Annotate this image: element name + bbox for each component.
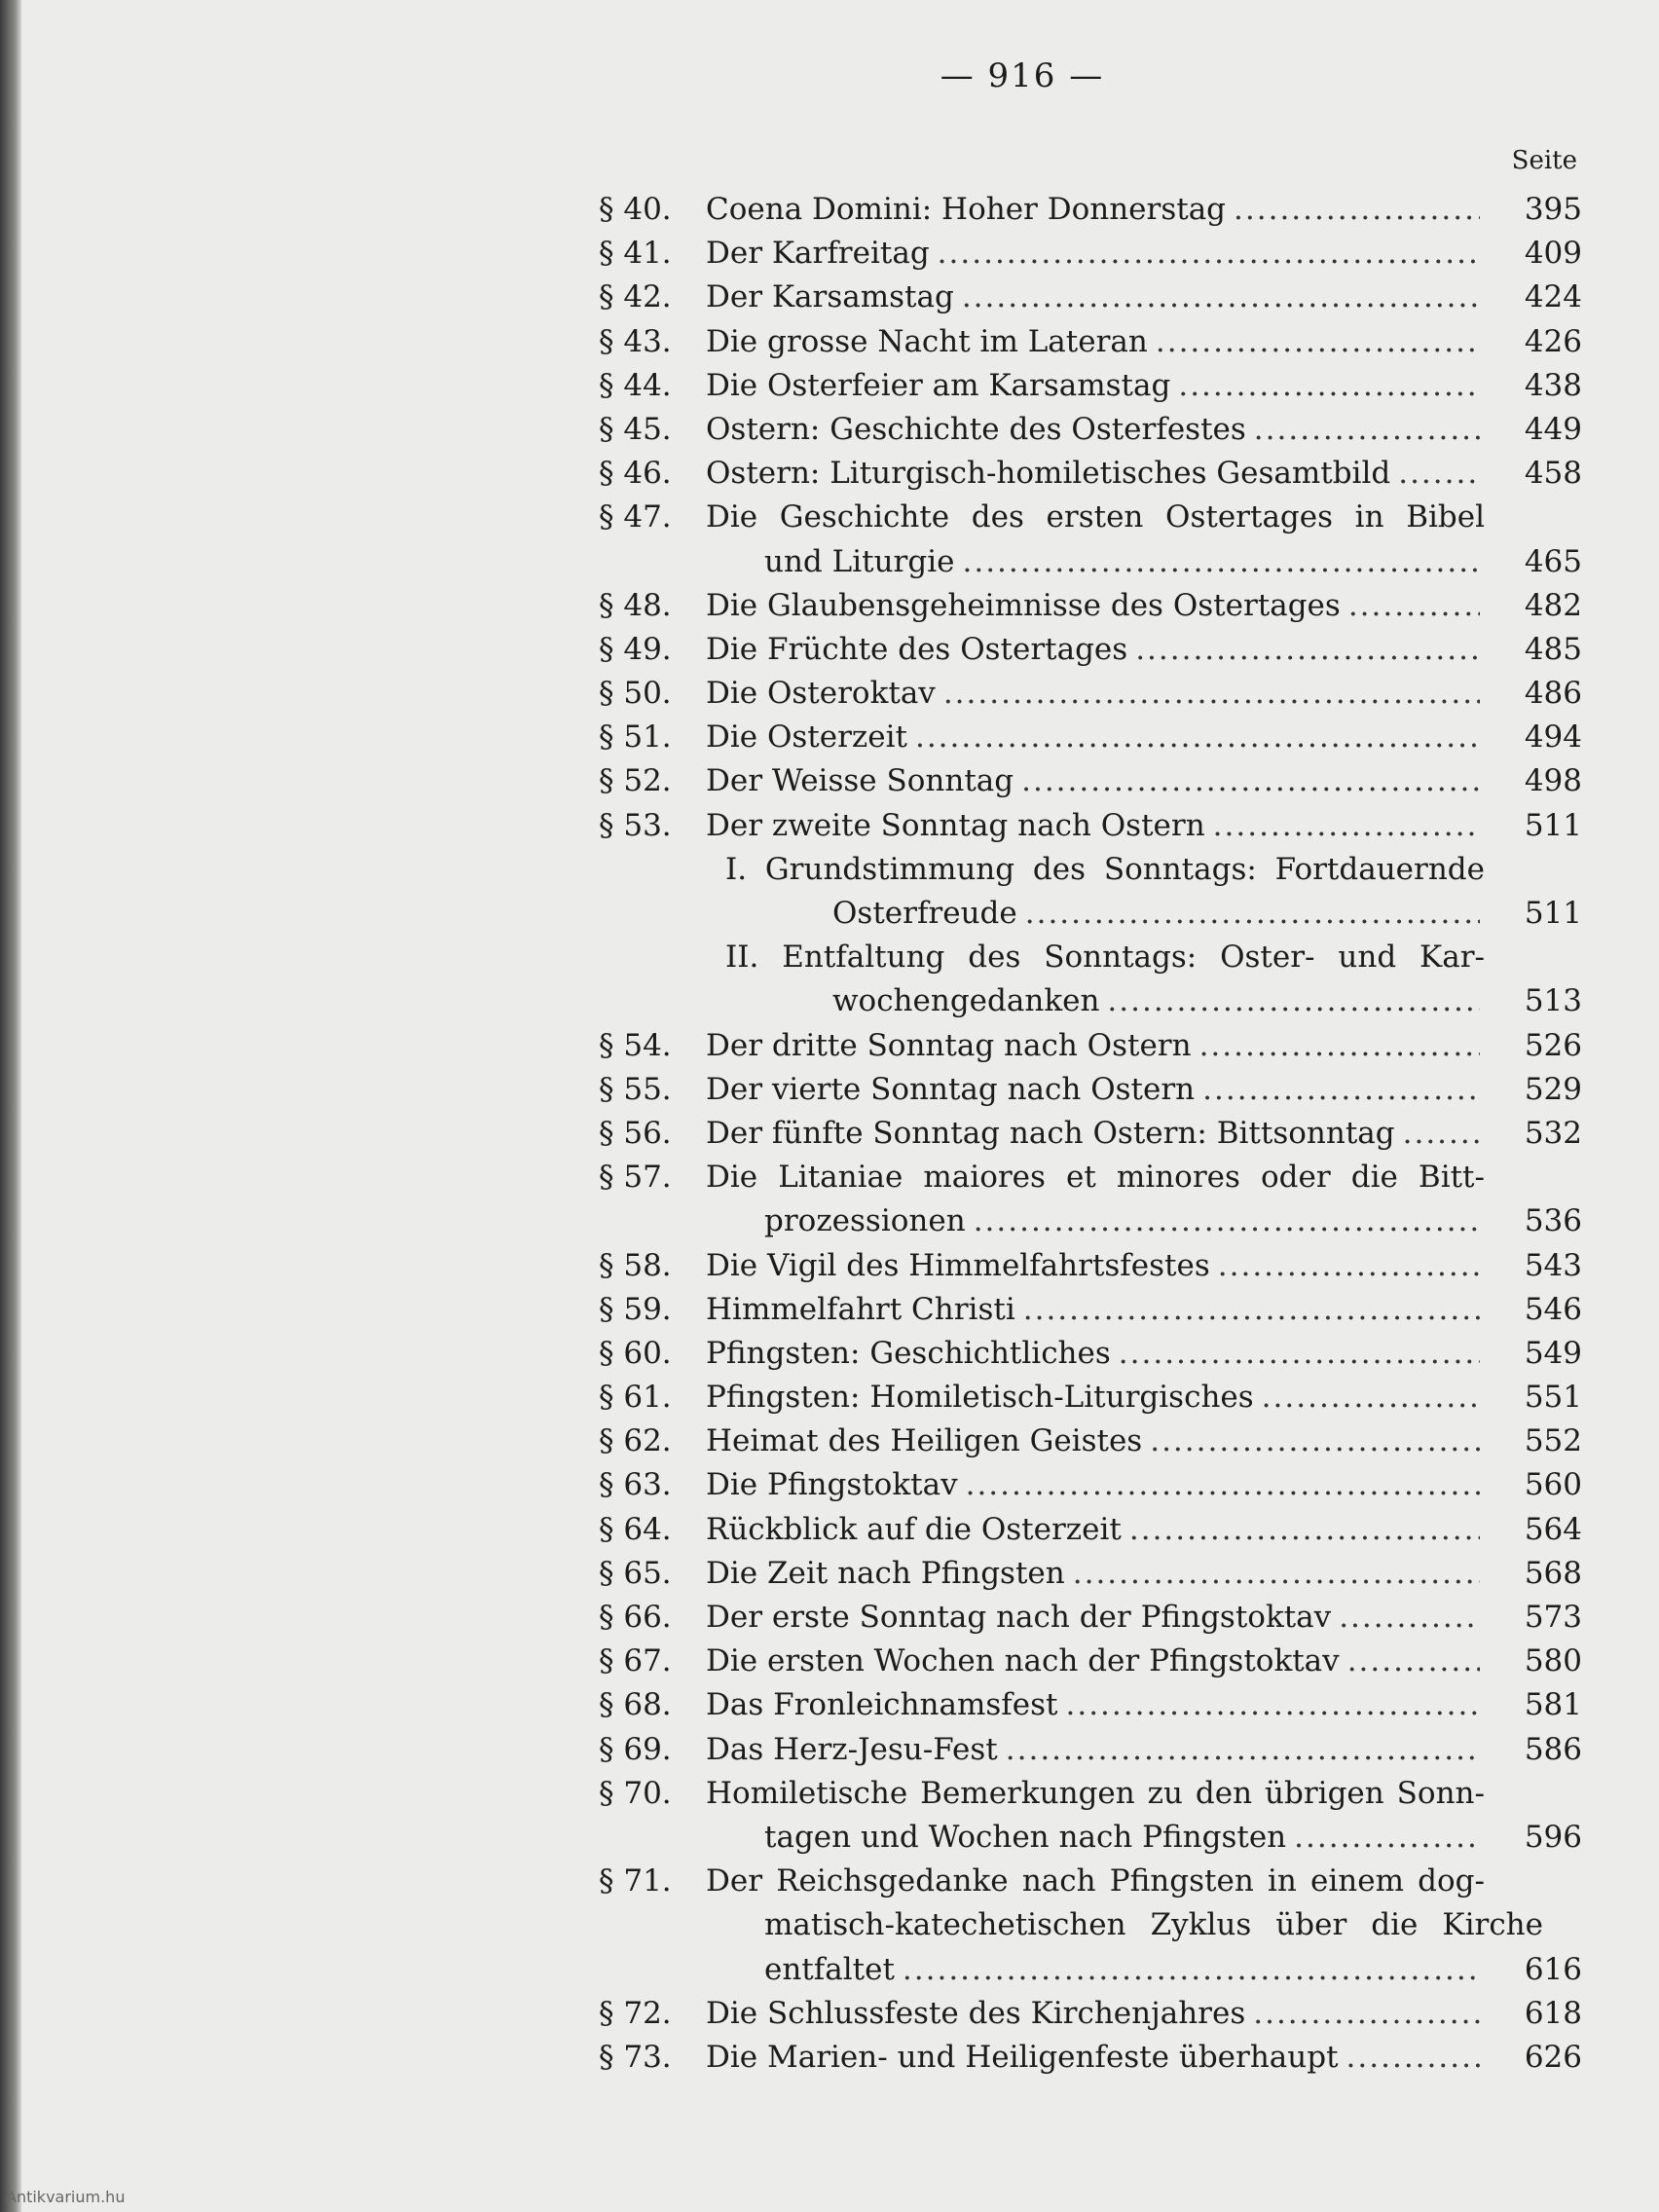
section-number: § 64. — [599, 1511, 672, 1547]
page-reference: 438 — [1524, 367, 1582, 403]
section-number: § 44. — [599, 367, 672, 403]
dot-leader — [1135, 628, 1480, 672]
dot-leader — [1199, 1024, 1480, 1068]
entry-title: Die Zeit nach Pfingsten — [706, 1555, 1065, 1591]
entry-title: Der fünfte Sonntag nach Ostern: Bittsonntag — [706, 1115, 1395, 1151]
page-edge-shadow — [0, 0, 21, 2212]
section-number: § 57. — [599, 1160, 672, 1196]
toc-row — [599, 1508, 1582, 1552]
toc-row — [599, 1024, 1582, 1068]
section-number: § 52. — [599, 763, 672, 799]
toc-row — [599, 848, 1582, 892]
section-number: § 67. — [599, 1643, 672, 1679]
entry-title: Heimat des Heiligen Geistes — [706, 1423, 1143, 1459]
entry-title: Osterfreude — [832, 896, 1017, 931]
toc-row — [599, 1992, 1582, 2036]
dot-leader — [1023, 1288, 1480, 1332]
toc-row — [599, 1419, 1582, 1463]
entry-title: Die Osteroktav — [706, 676, 936, 712]
page-reference: 395 — [1524, 192, 1582, 227]
dot-leader — [1129, 1508, 1480, 1552]
section-number: § 65. — [599, 1555, 672, 1591]
dot-leader — [1150, 1419, 1480, 1463]
entry-title: Die Pfingstoktav — [706, 1467, 958, 1503]
page-reference: 465 — [1524, 543, 1582, 579]
page-reference: 560 — [1524, 1467, 1582, 1503]
toc-row — [599, 584, 1582, 628]
dot-leader — [1294, 1816, 1480, 1860]
section-number: § 49. — [599, 631, 672, 667]
section-number: § 55. — [599, 1071, 672, 1107]
dot-leader — [966, 1463, 1480, 1507]
section-number: § 54. — [599, 1027, 672, 1063]
section-number: § 47. — [599, 499, 672, 535]
entry-title: tagen und Wochen nach Pfingsten — [764, 1819, 1287, 1855]
entry-title: Die Früchte des Ostertages — [706, 631, 1128, 667]
entry-title: Die Vigil des Himmelfahrtsfestes — [706, 1247, 1210, 1283]
page-reference: 426 — [1524, 323, 1582, 359]
entry-title: prozessionen — [764, 1203, 966, 1239]
toc-row — [599, 628, 1582, 672]
section-number: § 69. — [599, 1731, 672, 1767]
page-reference: 424 — [1524, 279, 1582, 315]
dot-leader — [1006, 1728, 1480, 1772]
toc-row — [599, 1244, 1582, 1288]
page-reference: 529 — [1524, 1071, 1582, 1107]
toc-row — [599, 452, 1582, 496]
page-reference: 486 — [1524, 676, 1582, 712]
page-reference: 482 — [1524, 587, 1582, 623]
table-of-contents — [599, 188, 1582, 2080]
page-reference: 513 — [1524, 983, 1582, 1019]
dot-leader — [962, 540, 1480, 584]
toc-row — [599, 1860, 1582, 1903]
page-reference: 616 — [1524, 1951, 1582, 1987]
toc-row — [599, 716, 1582, 759]
entry-title: Die ersten Wochen nach der Pfingstoktav — [706, 1643, 1340, 1679]
section-number: § 46. — [599, 456, 672, 492]
dot-leader — [974, 1199, 1480, 1243]
page-reference: 546 — [1524, 1291, 1582, 1327]
section-number: § 58. — [599, 1247, 672, 1283]
section-number: § 42. — [599, 279, 672, 315]
section-number: § 53. — [599, 807, 672, 843]
toc-row — [599, 1463, 1582, 1507]
page-reference: 511 — [1524, 896, 1582, 931]
toc-row — [599, 1288, 1582, 1332]
toc-row — [599, 2036, 1582, 2080]
entry-title: Die Geschichte des ersten Ostertages in Bibel — [706, 499, 1485, 535]
toc-row — [599, 540, 1582, 584]
toc-row — [599, 408, 1582, 452]
toc-row — [599, 1816, 1582, 1860]
page-reference: 449 — [1524, 411, 1582, 447]
dot-leader — [1213, 804, 1480, 848]
entry-title: Das Herz-Jesu-Fest — [706, 1731, 998, 1767]
entry-title: Homiletische Bemerkungen zu den übrigen Sonn- — [706, 1775, 1485, 1811]
toc-row — [599, 1068, 1582, 1112]
section-number: § 50. — [599, 676, 672, 712]
section-number: § 51. — [599, 719, 672, 756]
toc-row — [599, 672, 1582, 716]
toc-row — [599, 1683, 1582, 1727]
entry-title: Der Karsamstag — [706, 279, 954, 315]
page-number: — 916 — — [940, 56, 1105, 95]
toc-row — [599, 1772, 1582, 1816]
section-number: § 62. — [599, 1423, 672, 1459]
dot-leader — [1025, 892, 1480, 936]
toc-row — [599, 1903, 1582, 1947]
toc-row — [599, 1640, 1582, 1683]
dot-leader — [962, 276, 1480, 319]
dot-leader — [1073, 1552, 1480, 1596]
section-number: § 66. — [599, 1600, 672, 1635]
dot-leader — [1156, 320, 1480, 364]
entry-title: Die grosse Nacht im Lateran — [706, 323, 1148, 359]
entry-title: und Liturgie — [764, 543, 955, 579]
section-number: § 40. — [599, 192, 672, 227]
section-number: § 48. — [599, 587, 672, 623]
page-reference: 580 — [1524, 1643, 1582, 1679]
dot-leader — [1347, 1640, 1480, 1683]
dot-leader — [915, 716, 1480, 759]
watermark: Antikvarium.hu — [6, 2188, 126, 2206]
entry-title: Der dritte Sonntag nach Ostern — [706, 1027, 1192, 1063]
section-number: § 61. — [599, 1380, 672, 1416]
dot-leader — [1254, 408, 1480, 452]
dot-leader — [1107, 979, 1480, 1023]
entry-title: Der Karfreitag — [706, 236, 930, 272]
toc-row — [599, 232, 1582, 276]
page-reference: 581 — [1524, 1687, 1582, 1723]
entry-title: matisch-katechetischen Zyklus über die Kirche — [764, 1907, 1543, 1943]
entry-title: I. Grundstimmung des Sonntags: Fortdauernde — [725, 851, 1485, 887]
toc-row — [599, 1199, 1582, 1243]
dot-leader — [1403, 1112, 1480, 1156]
toc-row — [599, 1728, 1582, 1772]
toc-row — [599, 979, 1582, 1023]
section-number: § 73. — [599, 2039, 672, 2075]
section-number: § 72. — [599, 1995, 672, 2031]
entry-title: Das Fronleichnamsfest — [706, 1687, 1058, 1723]
dot-leader — [1262, 1376, 1480, 1419]
entry-title: Die Osterzeit — [706, 719, 907, 756]
toc-row — [599, 276, 1582, 319]
dot-leader — [1348, 584, 1480, 628]
toc-row — [599, 1156, 1582, 1199]
entry-title: Pfingsten: Homiletisch-Liturgisches — [706, 1380, 1254, 1416]
entry-title: Ostern: Geschichte des Osterfestes — [706, 411, 1246, 447]
entry-title: Pfingsten: Geschichtliches — [706, 1335, 1111, 1371]
entry-title: Der erste Sonntag nach der Pfingstoktav — [706, 1600, 1332, 1635]
entry-title: Die Litaniae maiores et minores oder die Bitt- — [706, 1160, 1485, 1196]
entry-title: Der zweite Sonntag nach Ostern — [706, 807, 1205, 843]
page-reference: 586 — [1524, 1731, 1582, 1767]
section-number: § 56. — [599, 1115, 672, 1151]
toc-row — [599, 496, 1582, 539]
toc-row — [599, 1948, 1582, 1992]
section-number: § 41. — [599, 236, 672, 272]
entry-title: II. Entfaltung des Sonntags: Oster- und Kar- — [725, 940, 1485, 976]
toc-row — [599, 188, 1582, 232]
page-reference: 552 — [1524, 1423, 1582, 1459]
page-reference: 532 — [1524, 1115, 1582, 1151]
page-reference: 526 — [1524, 1027, 1582, 1063]
toc-row — [599, 364, 1582, 408]
page-reference: 485 — [1524, 631, 1582, 667]
entry-title: Die Glaubensgeheimnisse des Ostertages — [706, 587, 1341, 623]
page-reference: 564 — [1524, 1511, 1582, 1547]
page-reference: 596 — [1524, 1819, 1582, 1855]
page-reference: 494 — [1524, 719, 1582, 756]
page-column-header: Seite — [1511, 146, 1577, 175]
toc-row — [599, 892, 1582, 936]
page-reference: 458 — [1524, 456, 1582, 492]
section-number: § 71. — [599, 1863, 672, 1899]
section-number: § 45. — [599, 411, 672, 447]
section-number: § 59. — [599, 1291, 672, 1327]
dot-leader — [1021, 759, 1480, 803]
dot-leader — [1398, 452, 1480, 496]
entry-title: Coena Domini: Hoher Donnerstag — [706, 192, 1227, 227]
dot-leader — [943, 672, 1480, 716]
section-number: § 63. — [599, 1467, 672, 1503]
entry-title: wochengedanken — [832, 983, 1100, 1019]
dot-leader — [1253, 1992, 1480, 2036]
page-reference: 618 — [1524, 1995, 1582, 2031]
dot-leader — [938, 232, 1480, 276]
toc-row — [599, 1332, 1582, 1376]
section-number: § 68. — [599, 1687, 672, 1723]
page-reference: 626 — [1524, 2039, 1582, 2075]
toc-row — [599, 804, 1582, 848]
page-reference: 543 — [1524, 1247, 1582, 1283]
page-reference: 549 — [1524, 1335, 1582, 1371]
entry-title: Rückblick auf die Osterzeit — [706, 1511, 1122, 1547]
page-reference: 551 — [1524, 1380, 1582, 1416]
entry-title: Der Weisse Sonntag — [706, 763, 1014, 799]
dot-leader — [1234, 188, 1480, 232]
toc-row — [599, 1376, 1582, 1419]
entry-title: Der Reichsgedanke nach Pfingsten in einem dog- — [706, 1863, 1485, 1899]
page-reference: 511 — [1524, 807, 1582, 843]
toc-row — [599, 759, 1582, 803]
page-reference: 573 — [1524, 1600, 1582, 1635]
entry-title: Ostern: Liturgisch-homiletisches Gesamtbild — [706, 456, 1391, 492]
toc-row — [599, 1552, 1582, 1596]
section-number: § 70. — [599, 1775, 672, 1811]
toc-row — [599, 1112, 1582, 1156]
toc-row — [599, 1596, 1582, 1640]
entry-title: Der vierte Sonntag nach Ostern — [706, 1071, 1196, 1107]
dot-leader — [1339, 1596, 1480, 1640]
page-reference: 536 — [1524, 1203, 1582, 1239]
entry-title: Die Osterfeier am Karsamstag — [706, 367, 1171, 403]
toc-row — [599, 936, 1582, 979]
section-number: § 60. — [599, 1335, 672, 1371]
page-reference: 498 — [1524, 763, 1582, 799]
page-reference: 409 — [1524, 236, 1582, 272]
dot-leader — [1066, 1683, 1481, 1727]
entry-title: Himmelfahrt Christi — [706, 1291, 1015, 1327]
dot-leader — [1178, 364, 1480, 408]
entry-title: Die Schlussfeste des Kirchenjahres — [706, 1995, 1246, 2031]
section-number: § 43. — [599, 323, 672, 359]
dot-leader — [1346, 2036, 1480, 2080]
toc-row — [599, 320, 1582, 364]
dot-leader — [1218, 1244, 1480, 1288]
page-reference: 568 — [1524, 1555, 1582, 1591]
entry-title: Die Marien- und Heiligenfeste überhaupt — [706, 2039, 1339, 2075]
dot-leader — [1202, 1068, 1480, 1112]
dot-leader — [903, 1948, 1480, 1992]
dot-leader — [1119, 1332, 1480, 1376]
entry-title: entfaltet — [764, 1951, 895, 1987]
